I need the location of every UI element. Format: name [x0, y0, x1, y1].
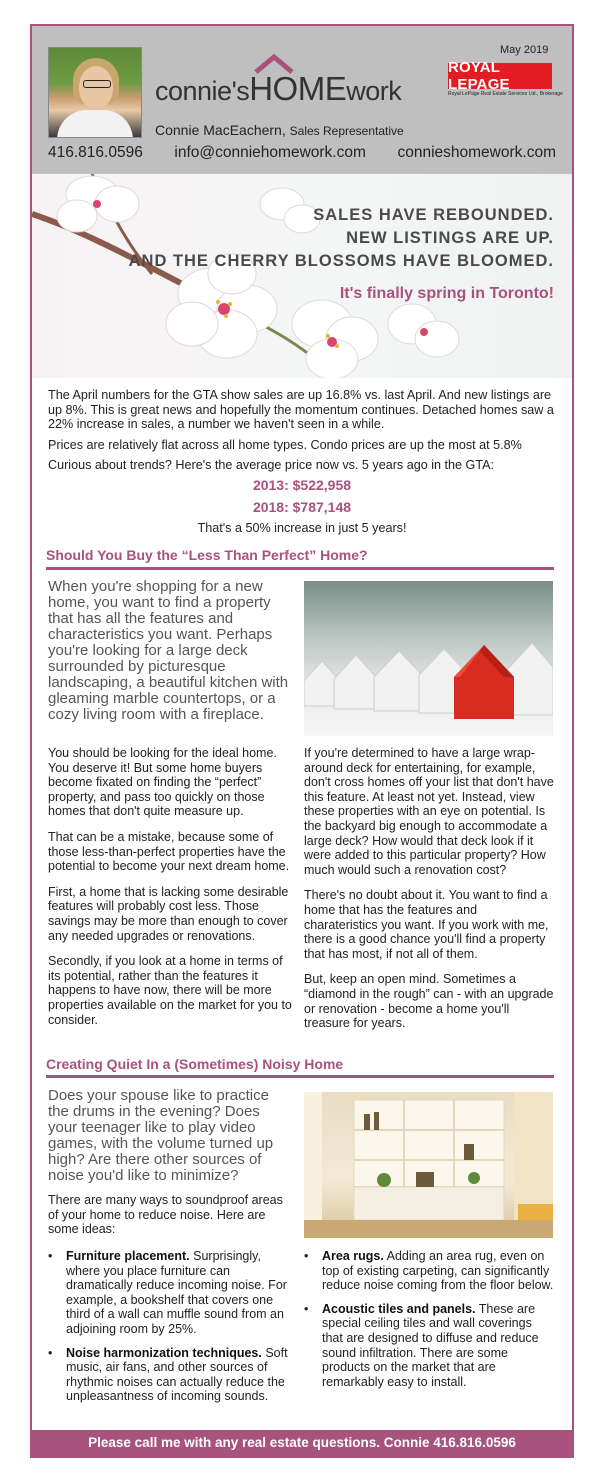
- hero-line-1: SALES HAVE REBOUNDED.: [313, 206, 554, 224]
- market-intro: [48, 388, 556, 479]
- list-item: [304, 1249, 554, 1293]
- section1-right-paragraph: If you're determined to have a large wrap-around deck for entertaining, for example, don't cross homes off your list that don't have this feature. At least not yet. Instead, view these properties with an eye on potential. Is the backyard big enough to accommodate a large deck? How would that deck look if it were added to this particular property? How much would such a renovation cost?: [304, 746, 554, 877]
- bullet-title: Area rugs.: [322, 1249, 384, 1263]
- houses-image: [304, 581, 553, 736]
- section2-bullets-right: [304, 1249, 554, 1398]
- section2-lead: Does your spouse like to practice the drums in the evening? Does your teenager like to play video games, with the volume turned up high? Are there other sources of noise you'd like to minimize?: [48, 1087, 274, 1184]
- section1-left-paragraph: You should be looking for the ideal home. You deserve it! But some home buyers become fixated on finding the “perfect” property, and pass too quickly on those homes that don't quite measure up.: [48, 746, 277, 819]
- section1-right-column: [304, 746, 554, 1042]
- price-2013: 2013: $522,958: [252, 477, 352, 493]
- price-2018: 2018: $787,148: [252, 499, 352, 515]
- section1-right-paragraph: But, keep an open mind. Sometimes a “diamond in the rough” can - with an upgrade or renovation - become a home you'll treasure for years.: [304, 972, 554, 1031]
- bookshelf-room-image: [304, 1092, 553, 1238]
- section1-lead: When you're shopping for a new home, you want to find a property that has all the features and characteristics you want. Perhaps you're looking for a large deck surrounded by picturesque landscaping, a beautiful kitchen with gleaming marble countertops, or a cozy living room with a fireplace.: [48, 578, 289, 723]
- agent-name: Connie MacEachern,: [155, 122, 286, 138]
- bullet-text: Adding an area rug, even on top of existing carpeting, can significantly reduce noise coming from the floor below.: [322, 1249, 554, 1293]
- logo-part-home: HOME: [249, 70, 347, 107]
- hero-headline: [129, 204, 554, 273]
- hero-line-3: AND THE CHERRY BLOSSOMS HAVE BLOOMED.: [128, 252, 554, 270]
- logo-part-work: work: [346, 76, 402, 106]
- issue-date: May 2019: [500, 44, 549, 56]
- section-title-quiet-home: Creating Quiet In a (Sometimes) Noisy Home: [46, 1056, 344, 1072]
- hero-line-2: NEW LISTINGS ARE UP.: [346, 229, 554, 247]
- agent-role: Sales Representative: [289, 124, 404, 138]
- section-divider: [46, 1075, 554, 1078]
- section-divider: [46, 567, 554, 570]
- bullet-icon: •: [304, 1301, 309, 1316]
- intro-paragraph-3: Curious about trends? Here's the average price now vs. 5 years ago in the GTA:: [48, 458, 494, 472]
- bullet-icon: •: [304, 1249, 309, 1263]
- brokerage-name: ROYAL LEPAGE: [448, 59, 510, 93]
- section1-left-column: [48, 746, 294, 1038]
- agent-line: [155, 122, 404, 138]
- section2-bullets-left: [48, 1249, 294, 1413]
- agent-photo: [48, 47, 142, 138]
- section1-left-paragraph: That can be a mistake, because some of those less-than-perfect properties have the potential to become your next dream home.: [48, 829, 290, 874]
- footer-call-to-action[interactable]: Please call me with any real estate questions. Connie 416.816.0596: [32, 1430, 572, 1456]
- email-link[interactable]: info@conniehomework.com: [174, 144, 366, 161]
- contact-line: [48, 144, 556, 162]
- phone-number[interactable]: 416.816.0596: [48, 144, 143, 161]
- royal-lepage-logo: [448, 59, 563, 105]
- bullet-text: These are special ceiling tiles and wall coverings that are designed to diffuse and reduce sound infiltration. There are some products on the market that are remarkably easy to install.: [322, 1301, 539, 1389]
- bullet-title: Noise harmonization techniques.: [66, 1345, 262, 1360]
- hero-subhead: It's finally spring in Toronto!: [339, 285, 554, 302]
- website-link[interactable]: connieshomework.com: [397, 144, 556, 161]
- section1-left-paragraph: First, a home that is lacking some desirable features will probably cost less. Those savings may be more than enough to cover any needed upgrades or renovations.: [48, 884, 289, 943]
- intro-paragraph-2: Prices are relatively flat across all home types. Condo prices are up the most at 5.8%: [48, 437, 522, 452]
- bullet-title: Furniture placement.: [66, 1249, 190, 1263]
- bullet-icon: •: [48, 1345, 53, 1360]
- section1-left-paragraph: Secondly, if you look at a home in terms of its potential, rather than the features it happens to have now, there will be more properties available on the market for you to consider.: [48, 954, 292, 1027]
- brand-logo-text: [155, 70, 401, 108]
- section2-intro: There are many ways to soundproof areas of your home to reduce noise. Here are some ideas:: [48, 1193, 283, 1237]
- bullet-text: Surprisingly, where you place furniture can dramatically reduce incoming noise. For example, a bookshelf that covers one third of a wall can muffle sound from an adjoining room by 25%.: [66, 1249, 287, 1336]
- cherry-blossom-banner: [32, 174, 572, 378]
- bullet-icon: •: [48, 1249, 53, 1263]
- section1-right-paragraph: There's no doubt about it. You want to find a home that has the features and charateristics you want. If you work with me, there is a good chance you'll find a property that has most, if not all of them.: [304, 888, 549, 961]
- section-title-perfect-home: Should You Buy the “Less Than Perfect” Home?: [46, 547, 368, 563]
- bullet-text: Soft music, air fans, and other sources of rhythmic noises can actually reduce the unpleasantness of incoming sounds.: [66, 1345, 288, 1404]
- list-item: [48, 1346, 294, 1404]
- bullet-title: Acoustic tiles and panels.: [322, 1301, 476, 1316]
- list-item: [304, 1302, 554, 1390]
- brokerage-subtitle: Royal LePage Real Estate Services Ltd., Brokerage: [448, 91, 563, 97]
- list-item: [48, 1249, 294, 1337]
- intro-paragraph-1: The April numbers for the GTA show sales are up 16.8% vs. last April. And new listings are up 8%. This is great news and hopefully the momentum continues. Detached homes saw a 22% increase in sales, a number we haven't seen in a while.: [48, 388, 554, 431]
- logo-part-connies: connie's: [155, 76, 250, 106]
- price-increase-note: That's a 50% increase in just 5 years!: [197, 521, 407, 535]
